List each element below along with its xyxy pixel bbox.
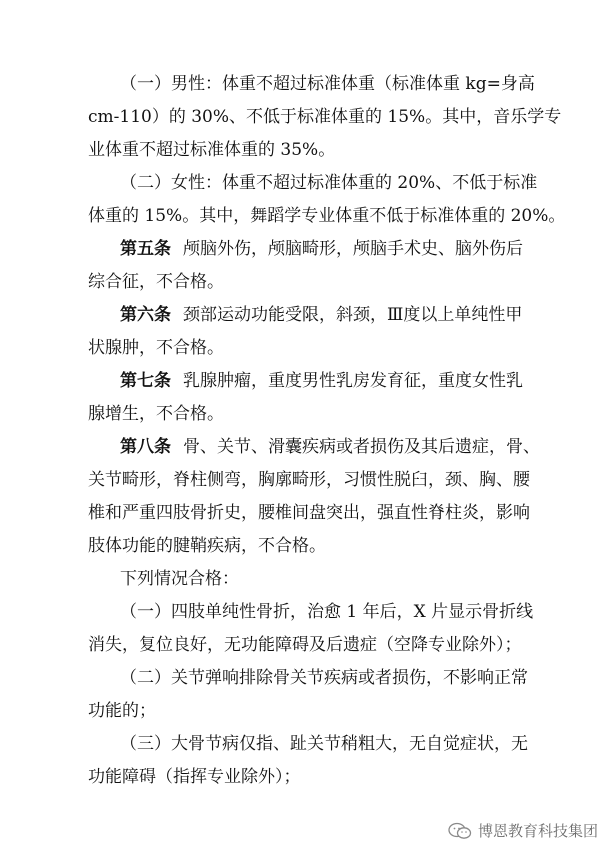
article-line [120,238,610,260]
text-line: 骨、关节、滑囊疾病或者损伤及其后遗症，骨、 [183,437,540,457]
text-line: （一）四肢单纯性骨折，治愈 1 年后，X 片显示骨折线 [120,602,534,622]
article-line [120,304,610,326]
text-line: （一）男性：体重不超过标准体重（标准体重 kg=身高 [120,74,535,94]
watermark-text: 博恩教育科技集团 [477,822,598,840]
text-line: 乳腺肿瘤，重度男性乳房发育征，重度女性乳 [183,371,523,391]
article-line [120,436,610,458]
text-line: 关节畸形，脊柱侧弯，胸廓畸形，习惯性脱臼，颈、胸、腰 [88,470,530,490]
text-line: 腺增生，不合格。 [88,404,224,424]
text-line: 综合征，不合格。 [88,272,224,292]
text-line: 业体重不超过标准体重的 35%。 [88,140,336,160]
text-line: 消失，复位良好，无功能障碍及后遗症（空降专业除外）； [88,635,522,655]
article-line [120,370,610,392]
text-line: cm-110）的 30%、不低于标准体重的 15%。其中，音乐学专 [88,107,562,127]
text-line: 肢体功能的腱鞘疾病，不合格。 [88,536,326,556]
text-line: （三）大骨节病仅指、趾关节稍粗大，无自觉症状，无 [120,734,528,754]
text-line: （二）关节弹响排除骨关节疾病或者损伤，不影响正常 [120,668,528,688]
text-line: （二）女性：体重不超过标准体重的 20%、不低于标准 [120,173,538,193]
article-heading: 第六条 [120,305,171,325]
text-line: 颈部运动功能受限，斜颈，Ⅲ度以上单纯性甲 [183,305,523,325]
text-line: 功能障碍（指挥专业除外）； [88,767,301,787]
article-heading: 第五条 [120,239,171,259]
text-line: 功能的； [88,701,156,721]
text-line: 状腺肿，不合格。 [88,338,224,358]
text-line: 下列情况合格： [120,569,239,589]
watermark [448,820,598,841]
text-line: 颅脑外伤，颅脑畸形，颅脑手术史、脑外伤后 [183,239,523,259]
article-heading: 第八条 [120,437,171,457]
article-heading: 第七条 [120,371,171,391]
text-line: 体重的 15%。其中，舞蹈学专业体重不低于标准体重的 20%。 [88,206,566,226]
wechat-icon [448,822,472,840]
text-line: 椎和严重四肢骨折史，腰椎间盘突出，强直性脊柱炎，影响 [88,503,530,523]
